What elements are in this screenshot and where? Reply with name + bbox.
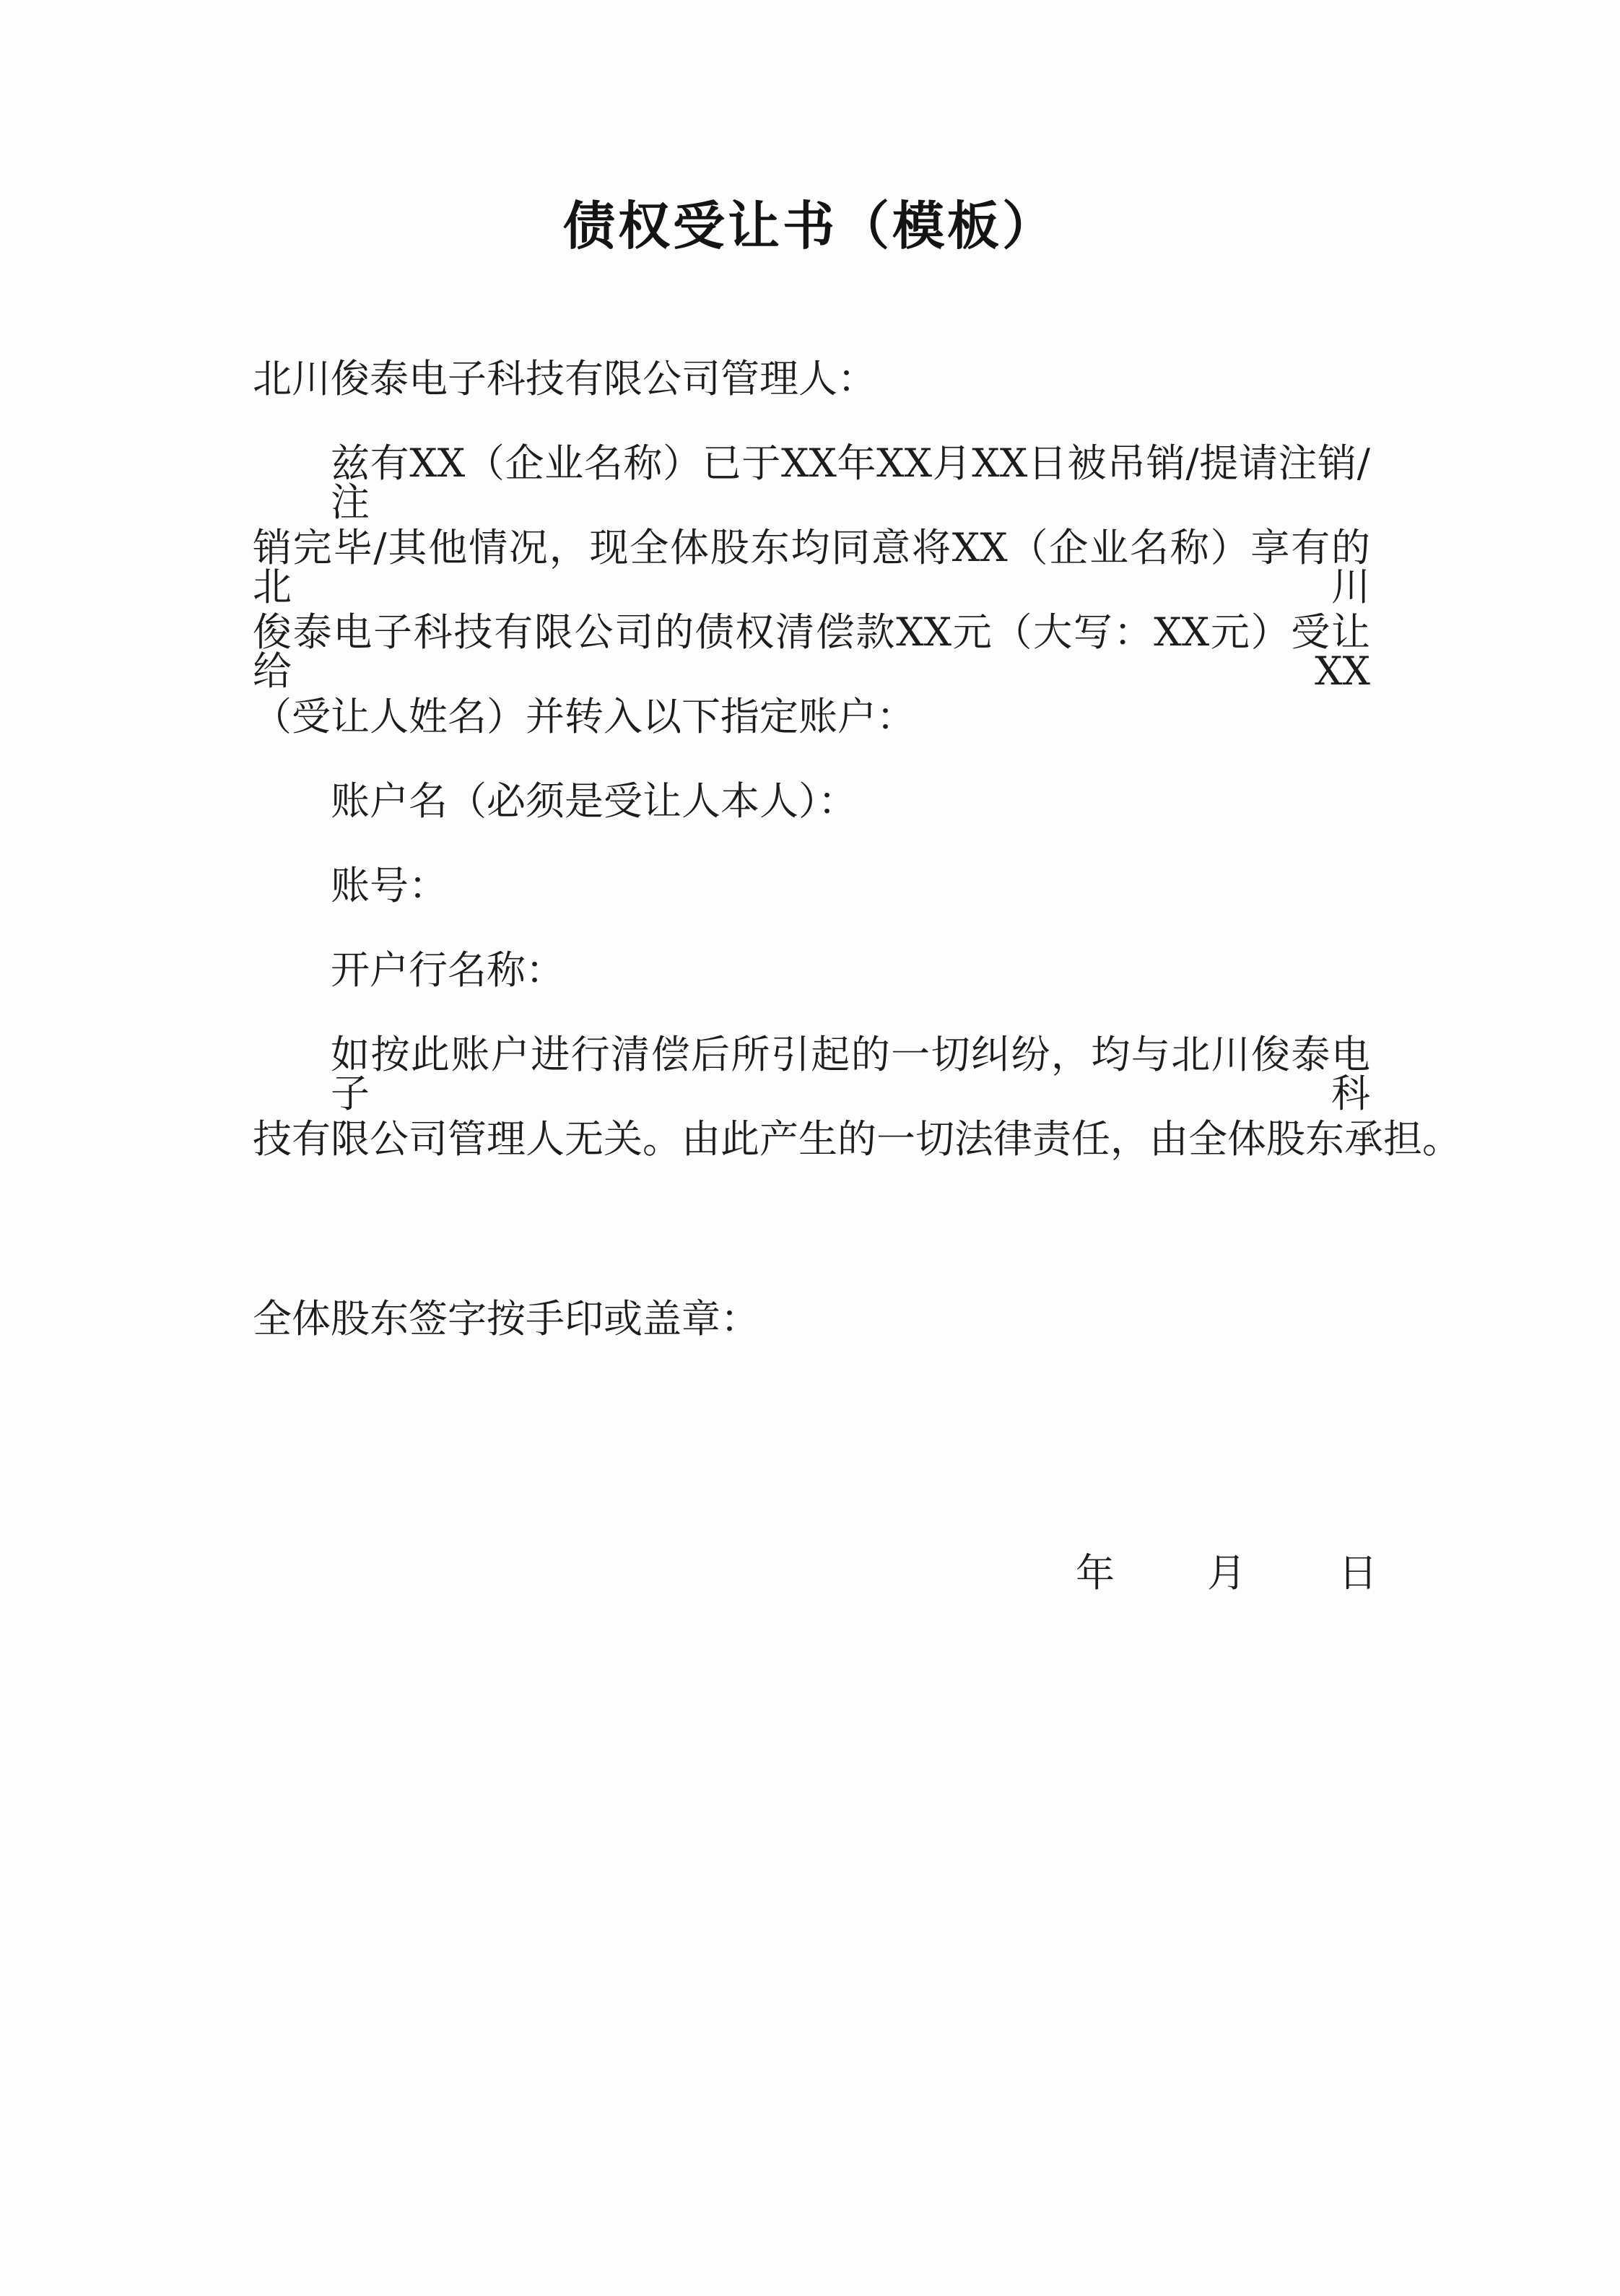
bank-name-label: 开户行名称： xyxy=(331,947,565,993)
paragraph1-line3: 俊泰电子科技有限公司的债权清偿款XX元（大写：XX元）受让给XX xyxy=(253,609,1370,694)
document-title: 债权受让书（模板） xyxy=(562,196,1057,256)
paragraph1-line2: 销完毕/其他情况，现全体股东均同意将XX（企业名称）享有的北川 xyxy=(253,525,1370,609)
date-day: 日 xyxy=(1338,1550,1377,1596)
account-name-label: 账户名（必须是受让人本人）： xyxy=(331,778,857,824)
paragraph1-line4: （受让人姓名）并转入以下指定账户： xyxy=(253,694,915,739)
account-number-label: 账号： xyxy=(331,863,448,908)
signature-label: 全体股东签字按手印或盖章： xyxy=(253,1296,759,1341)
paragraph1-line1: 兹有XX（企业名称）已于XX年XX月XX日被吊销/提请注销/注 xyxy=(331,440,1370,525)
addressee: 北川俊泰电子科技有限公司管理人： xyxy=(253,356,876,401)
date-year: 年 xyxy=(1076,1550,1115,1596)
paragraph2-line2: 技有限公司管理人无关。由此产生的一切法律责任，由全体股东承担。 xyxy=(253,1116,1461,1162)
date-month: 月 xyxy=(1207,1550,1246,1596)
paragraph2-line1: 如按此账户进行清偿后所引起的一切纠纷，均与北川俊泰电子科 xyxy=(331,1032,1370,1116)
